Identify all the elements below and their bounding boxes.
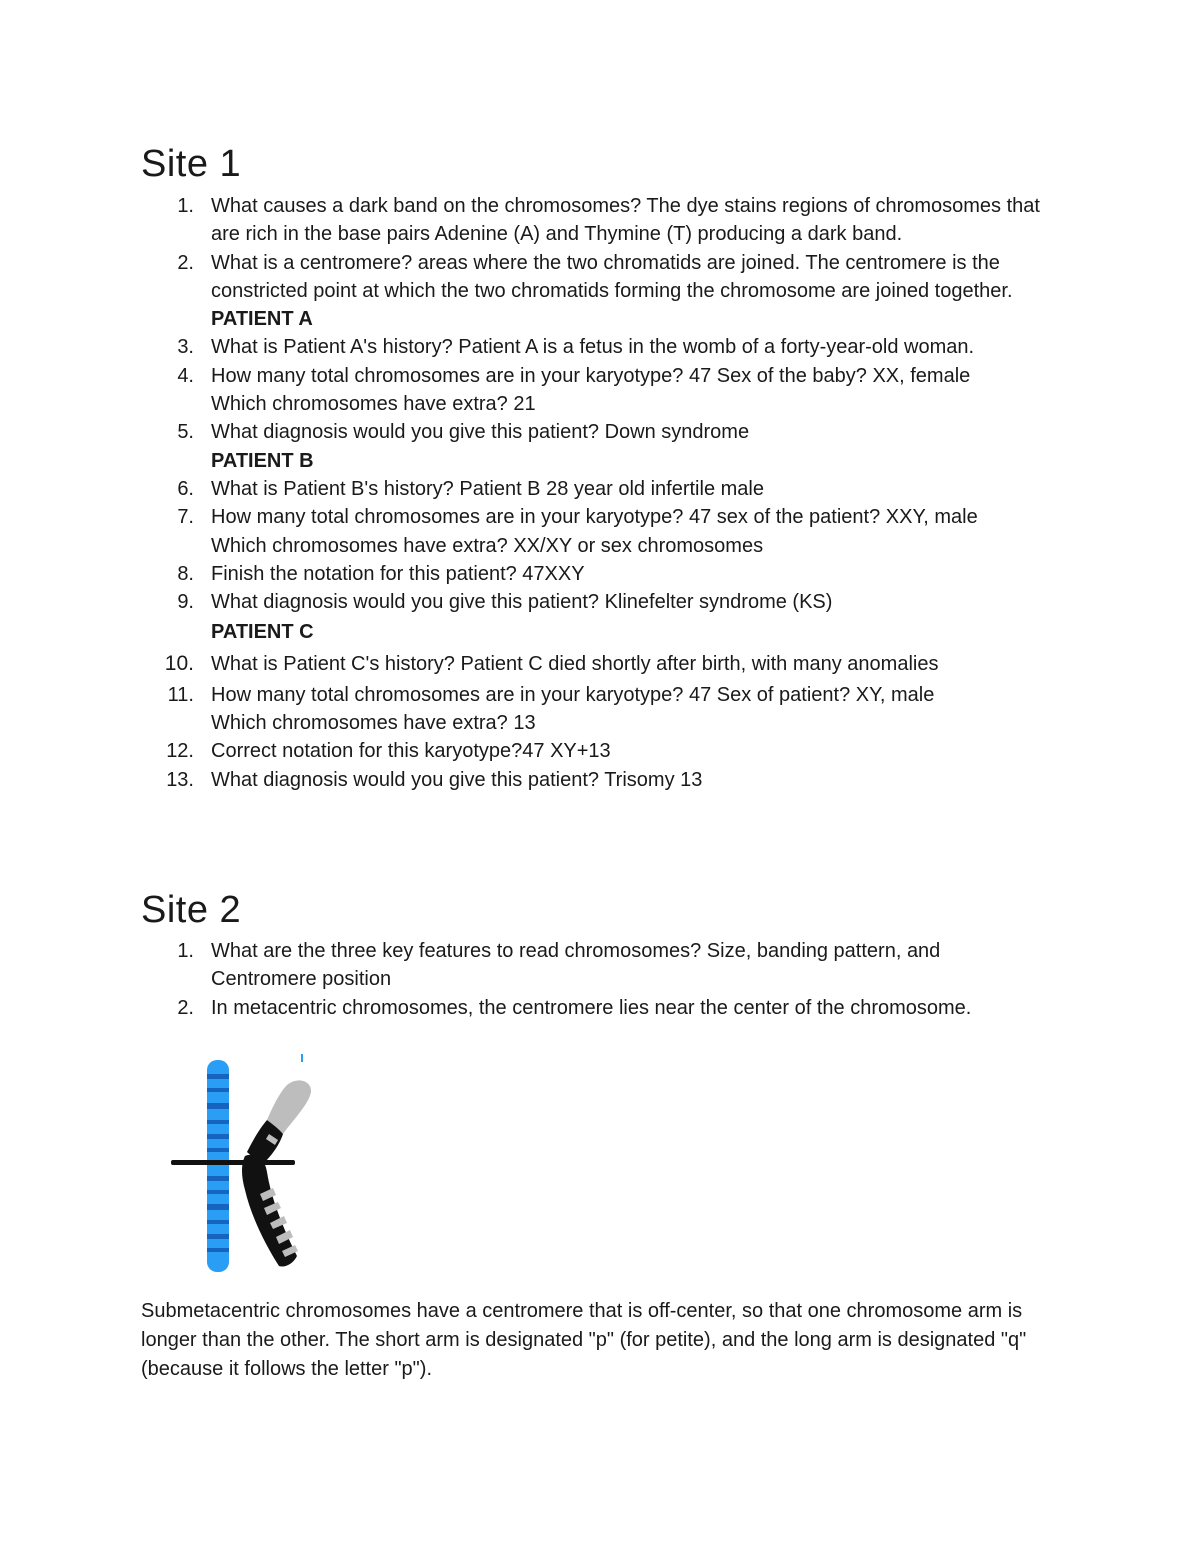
chromosome-illustration — [165, 1048, 335, 1278]
question-number: 7. — [177, 506, 194, 529]
question-number: 13. — [166, 768, 194, 791]
question-text — [211, 650, 1051, 678]
question-text: What is Patient B's history? Patient B 28 year old infertile male — [211, 477, 764, 500]
site2-question-2 — [0, 994, 1200, 1022]
question-text: What diagnosis would you give this patient? Trisomy 13 — [211, 768, 703, 791]
site1-question-1 — [0, 192, 1200, 249]
question-number: 12. — [166, 740, 194, 763]
question-text: What causes a dark band on the chromosomes? The dye stains regions of chromosomes that are rich in the base pairs Adenine (A) and Thymine (T) producing a dark band. — [211, 195, 1040, 246]
patient-a-heading: PATIENT A — [211, 308, 313, 331]
question-number: 1. — [177, 940, 194, 962]
question-line: How many total chromosomes are in your karyotype? 47 Sex of the baby? XX, female — [211, 364, 971, 387]
site1-question-11 — [0, 681, 1200, 738]
site1-question-13 — [0, 766, 1200, 794]
site1-question-9 — [0, 588, 1200, 616]
question-text: In metacentric chromosomes, the centromere lies near the center of the chromosome. — [211, 996, 972, 1019]
question-number: 6. — [177, 477, 194, 500]
site1-question-2 — [0, 249, 1200, 306]
question-line: Which chromosomes have extra? 13 — [211, 712, 536, 735]
question-line: Which chromosomes have extra? XX/XY or sex chromosomes — [211, 534, 764, 557]
site2-title: Site 2 — [141, 889, 242, 931]
site2-question-1 — [0, 937, 1200, 994]
question-text: What diagnosis would you give this patient? Klinefelter syndrome (KS) — [211, 591, 833, 614]
question-text: Finish the notation for this patient? 47XXY — [211, 562, 585, 585]
question-prefix: What is Patient C's history? — [211, 653, 461, 676]
site1-question-10 — [0, 650, 1200, 678]
submetacentric-paragraph: Submetacentric chromosomes have a centromere that is off-center, so that one chromosome arm is longer than the other. The short arm is designated "p" (for petite), and the long arm is designated "q" (because it follows the letter "p"). — [141, 1300, 1027, 1380]
patient-c-heading: PATIENT C — [211, 621, 314, 644]
blue-tick-mark — [301, 1054, 303, 1062]
question-number: 11. — [167, 683, 194, 706]
patient-b-heading: PATIENT B — [211, 449, 314, 472]
question-number: 1. — [177, 195, 194, 217]
question-text: What is Patient A's history? Patient A is a fetus in the womb of a forty-year-old woman. — [211, 336, 975, 359]
question-line: Which chromosomes have extra? 21 — [211, 393, 536, 416]
question-number: 5. — [177, 421, 194, 444]
question-text — [211, 681, 1051, 738]
site1-title: Site 1 — [141, 143, 242, 185]
site1-question-3 — [0, 333, 1200, 361]
question-text — [211, 503, 1051, 560]
question-number: 2. — [177, 996, 194, 1019]
question-text: What is a centromere? areas where the two chromatids are joined. The centromere is the constricted point at which the two chromatids forming the chromosome are joined together. — [211, 251, 1013, 302]
patient-c-heading-item — [0, 616, 1200, 648]
question-number: 2. — [177, 251, 194, 274]
site1-question-6 — [0, 475, 1200, 503]
question-text: What are the three key features to read chromosomes? Size, banding pattern, and Centromere position — [211, 940, 941, 991]
question-number: 3. — [177, 336, 194, 359]
site1-question-4 — [0, 362, 1200, 419]
site1-question-5 — [0, 418, 1200, 446]
question-text — [211, 362, 1051, 419]
site1-question-8 — [0, 560, 1200, 588]
question-line: How many total chromosomes are in your karyotype? 47 sex of the patient? XXY, male — [211, 506, 978, 529]
site1-question-12 — [0, 737, 1200, 765]
site1-question-7 — [0, 503, 1200, 560]
site2-question-list — [0, 937, 1200, 1022]
question-number: 9. — [177, 591, 194, 614]
centromere-line — [171, 1160, 295, 1165]
question-number: 10. — [164, 652, 194, 676]
question-answer: Patient C died shortly after birth, with many anomalies — [460, 653, 939, 676]
question-text: Correct notation for this karyotype?47 XY+13 — [211, 740, 611, 763]
patient-b-heading-item — [0, 447, 1200, 475]
question-number: 8. — [177, 562, 194, 585]
site1-question-list — [0, 192, 1200, 794]
question-text: What diagnosis would you give this patient? Down syndrome — [211, 421, 750, 444]
question-number: 4. — [177, 364, 194, 387]
patient-a-heading-item — [0, 305, 1200, 333]
question-line: How many total chromosomes are in your karyotype? 47 Sex of patient? XY, male — [211, 683, 935, 706]
